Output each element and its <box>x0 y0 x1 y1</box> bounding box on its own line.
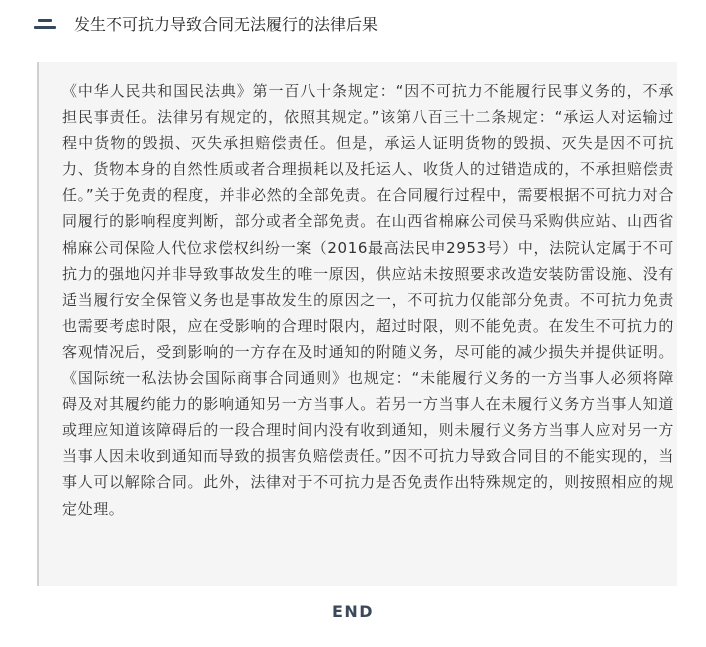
article-body-text: 《中华人民共和国民法典》第一百八十条规定：“因不可抗力不能履行民事义务的，不承担民事责任。法律另有规定的，依照其规定。”该第八百三十二条规定：“承运人对运输过程中货物的毁损、灭失承担赔偿责任。但是，承运人证明货物的毁损、灭失是因不可抗力、货物本身的自然性质或者合理损耗以及托运人、收货人的过错造成的，不承担赔偿责任。”关于免责的程度，并非必然的全部免责。在合同履行过程中，需要根据不可抗力对合同履行的影响程度判断，部分或者全部免责。在山西省棉麻公司侯马采购供应站、山西省棉麻公司保险人代位求偿权纠纷一案（2016最高法民申2953号）中，法院认定属于不可抗力的强地闪并非导致事故发生的唯一原因，供应站未按照要求改造安装防雷设施、没有适当履行安全保管义务也是事故发生的原因之一，不可抗力仅能部分免责。不可抗力免责也需要考虑时限，应在受影响的合理时限内，超过时限，则不能免责。在发生不可抗力的客观情况后，受到影响的一方存在及时通知的附随义务，尽可能的减少损失并提供证明。《国际统一私法协会国际商事合同通则》也规定：“未能履行义务的一方当事人必须将障碍及对其履约能力的影响通知另一方当事人。若另一方当事人在未履行义务方当事人知道或理应知道该障碍后的一段合理时间内没有收到通知，则未履行义务方当事人应对另一方当事人因未收到通知而导致的损害负赔偿责任。”因不可抗力导致合同目的不能实现的，当事人可以解除合同。此外，法律对于不可抗力是否免责作出特殊规定的，则按照相应的规定处理。 <box>62 82 674 518</box>
section-title: 发生不可抗力导致合同无法履行的法律后果 <box>74 15 379 34</box>
article-header <box>0 0 706 50</box>
end-marker: END <box>331 602 375 621</box>
quote-block <box>37 62 677 586</box>
menu-lines-icon <box>34 17 58 33</box>
